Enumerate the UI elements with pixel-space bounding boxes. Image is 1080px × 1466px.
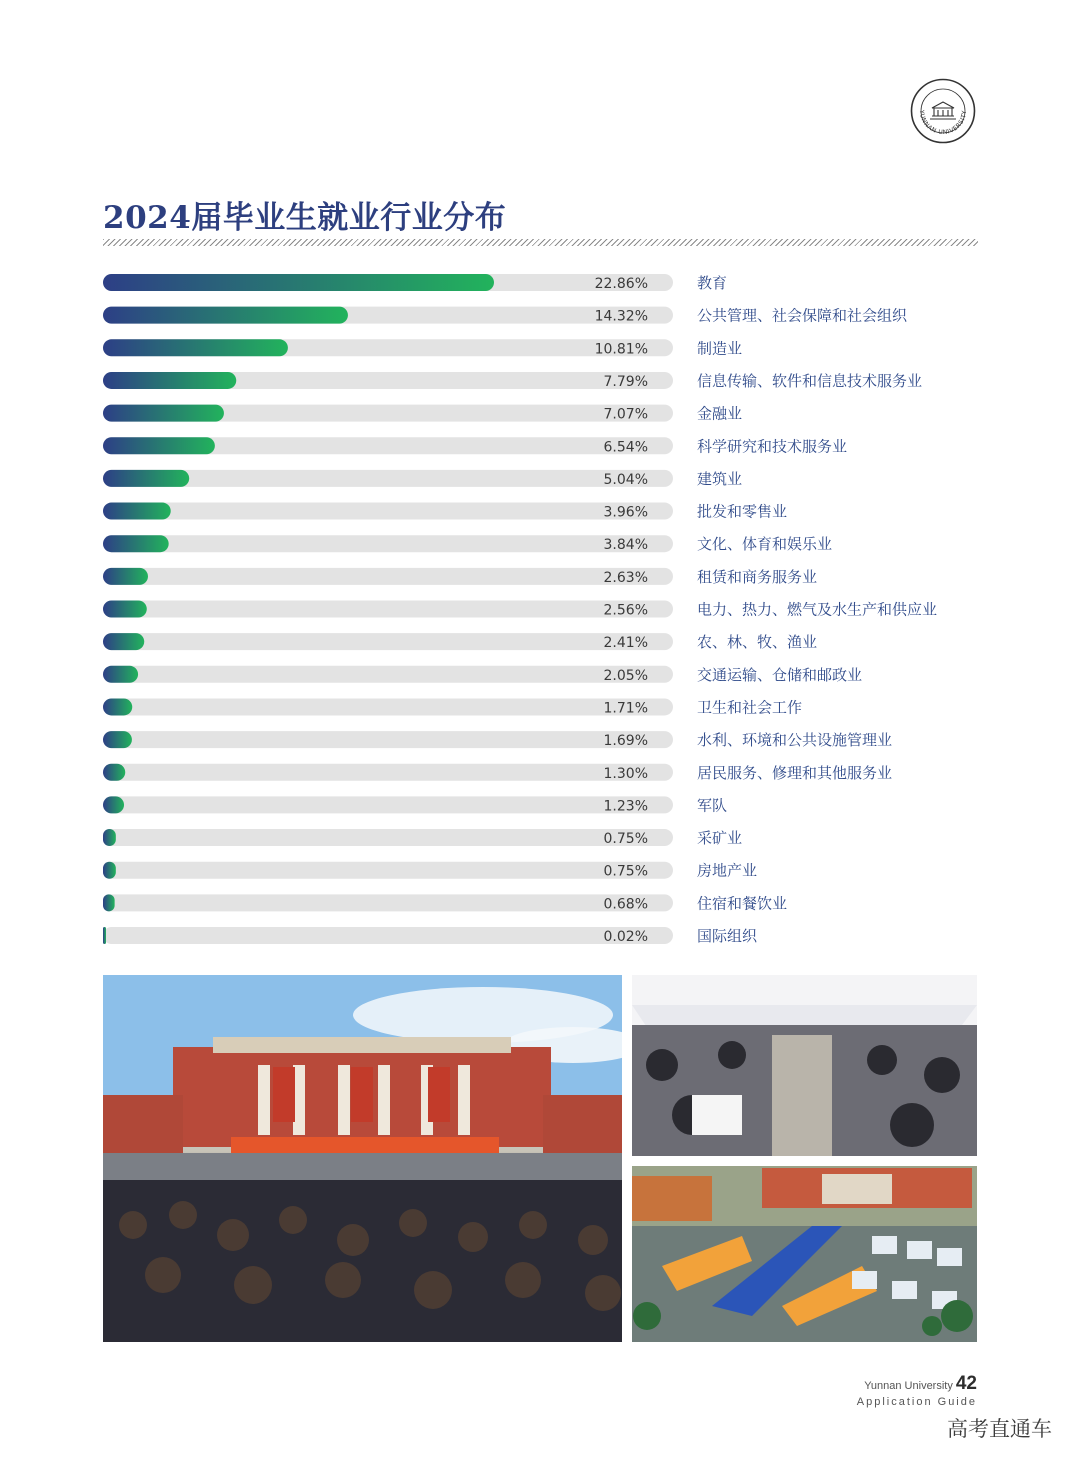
bar xyxy=(103,437,215,454)
page-number: 42 xyxy=(955,1373,977,1394)
category-label: 采矿业 xyxy=(697,829,743,848)
data-label: 7.07% xyxy=(603,406,648,423)
category-label: 批发和零售业 xyxy=(697,502,788,521)
bar xyxy=(103,698,132,715)
bar-track xyxy=(103,601,673,618)
category-label: 农、林、牧、渔业 xyxy=(697,633,818,652)
bar xyxy=(103,503,171,520)
category-label: 交通运输、仓储和邮政业 xyxy=(697,665,863,684)
job-fair-main-building-photo xyxy=(103,975,622,1342)
bar xyxy=(103,339,288,356)
bar-track xyxy=(103,894,673,911)
bar-track xyxy=(103,862,673,879)
category-label: 房地产业 xyxy=(697,861,758,880)
seal-text: YUNNAN UNIVERSITY xyxy=(917,109,969,137)
category-label: 军队 xyxy=(697,796,728,815)
bar xyxy=(103,862,116,879)
category-label: 金融业 xyxy=(697,404,743,423)
category-label: 教育 xyxy=(697,274,728,292)
footer-guide: Application Guide xyxy=(856,1396,977,1408)
category-label: 公共管理、社会保障和社会组织 xyxy=(697,306,908,325)
data-label: 1.69% xyxy=(603,733,648,750)
category-label: 科学研究和技术服务业 xyxy=(697,437,848,456)
data-label: 2.05% xyxy=(603,667,648,684)
category-label: 国际组织 xyxy=(697,927,758,945)
bar xyxy=(103,764,125,781)
data-label: 22.86% xyxy=(594,276,648,292)
data-label: 0.75% xyxy=(603,863,648,880)
data-label: 5.04% xyxy=(603,471,648,488)
category-label: 制造业 xyxy=(697,339,743,358)
watermark: 高考直通车 xyxy=(947,1417,1052,1441)
data-label: 2.41% xyxy=(603,635,648,652)
bar-track xyxy=(103,796,673,813)
category-label: 居民服务、修理和其他服务业 xyxy=(697,763,893,782)
category-label: 水利、环境和公共设施管理业 xyxy=(697,731,893,750)
bar xyxy=(103,894,115,911)
category-label: 卫生和社会工作 xyxy=(697,698,803,717)
bar xyxy=(103,470,189,487)
bar xyxy=(103,405,224,422)
category-label: 租赁和商务服务业 xyxy=(697,567,818,586)
job-fair-booths-photo xyxy=(632,975,977,1156)
bar-track xyxy=(103,764,673,781)
bar xyxy=(103,568,148,585)
data-label: 14.32% xyxy=(594,308,648,325)
bar-track xyxy=(103,666,673,683)
bar-track xyxy=(103,829,673,846)
data-label: 7.79% xyxy=(603,373,648,390)
bar-track xyxy=(103,568,673,585)
footer-university: Yunnan University xyxy=(864,1380,953,1392)
bar xyxy=(103,274,494,291)
footer xyxy=(857,1373,977,1408)
bar-track xyxy=(103,535,673,552)
job-fair-aerial-photo xyxy=(632,1166,977,1342)
bar-track xyxy=(103,633,673,650)
data-label: 0.68% xyxy=(603,896,648,913)
bar xyxy=(103,307,348,324)
data-label: 0.02% xyxy=(603,929,648,945)
bar xyxy=(103,731,132,748)
bar-track xyxy=(103,503,673,520)
data-label: 3.96% xyxy=(603,504,648,521)
data-label: 2.56% xyxy=(603,602,648,619)
data-label: 1.23% xyxy=(603,798,648,815)
category-label: 电力、热力、燃气及水生产和供应业 xyxy=(697,600,938,619)
bar xyxy=(103,927,106,944)
bar xyxy=(103,666,138,683)
data-label: 1.71% xyxy=(603,700,648,717)
page-title: 2024届毕业生就业行业分布 xyxy=(103,200,507,236)
data-label: 10.81% xyxy=(594,341,648,358)
bar-track xyxy=(103,731,673,748)
bar xyxy=(103,535,169,552)
data-label: 0.75% xyxy=(603,831,648,848)
data-label: 3.84% xyxy=(603,537,648,554)
bar xyxy=(103,796,124,813)
bar xyxy=(103,633,144,650)
bar-track xyxy=(103,698,673,715)
data-label: 1.30% xyxy=(603,765,648,782)
category-label: 文化、体育和娱乐业 xyxy=(697,535,833,554)
category-label: 信息传输、软件和信息技术服务业 xyxy=(697,371,923,390)
bar xyxy=(103,601,147,618)
data-label: 6.54% xyxy=(603,439,648,456)
category-label: 住宿和餐饮业 xyxy=(697,894,788,913)
bar xyxy=(103,372,236,389)
bar xyxy=(103,829,116,846)
data-label: 2.63% xyxy=(603,569,648,586)
category-label: 建筑业 xyxy=(697,469,743,488)
bar-track xyxy=(103,927,673,944)
